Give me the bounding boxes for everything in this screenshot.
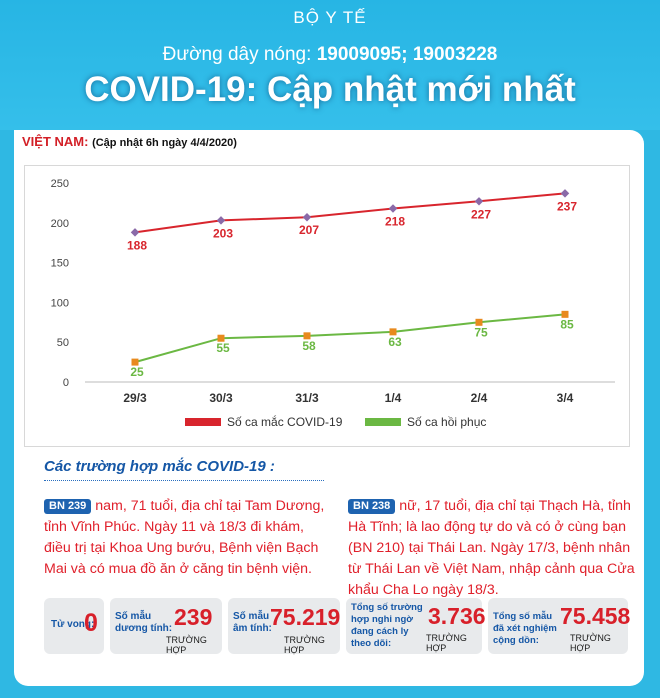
positive-value: 239 <box>174 604 213 630</box>
legend-swatch <box>185 418 221 426</box>
series-line <box>135 193 565 232</box>
data-point <box>217 216 225 224</box>
data-point <box>131 228 139 236</box>
hotline-label: Đường dây nóng: <box>162 44 312 65</box>
cases-heading: Các trường hợp mắc COVID-19 : <box>44 458 275 475</box>
tested-value: 75.458 <box>560 603 631 629</box>
x-tick-label: 3/4 <box>556 391 574 405</box>
negative-unit: TRƯỜNG HỢP <box>284 635 325 655</box>
stat-suspected <box>346 598 486 654</box>
legend-label: Số ca mắc COVID-19 <box>227 415 343 429</box>
org-name: BỘ Y TẾ <box>293 8 367 27</box>
country-label: VIỆT NAM: <box>22 134 89 149</box>
x-tick-label: 2/4 <box>470 391 488 405</box>
cases-divider <box>44 480 324 481</box>
suspected-unit: TRƯỜNG HỢP <box>426 633 467 653</box>
positive-label: Số mẫu dương tính: <box>115 611 173 634</box>
suspected-value: 3.736 <box>428 603 486 629</box>
stat-positive <box>110 598 222 654</box>
data-label: 63 <box>388 334 402 349</box>
deaths-value: 0 <box>84 609 98 637</box>
data-label: 227 <box>470 207 492 222</box>
data-point <box>389 204 397 212</box>
page-title: COVID-19: Cập nhật mới nhất <box>84 70 576 109</box>
y-tick-label: 250 <box>50 178 69 190</box>
region-tag <box>14 130 324 154</box>
case-item <box>44 496 334 580</box>
data-label: 25 <box>130 365 144 380</box>
case-text: nam, 71 tuổi, địa chỉ tại Tam Dương, tỉnh Vĩnh Phúc. Ngày 11 và 18/3 đi khám, điều trị tại Khoa Ung bướu, Bệnh viện Bạch Mai và có mua đồ ăn ở căng tin bệnh viện. <box>44 498 325 577</box>
data-point <box>303 213 311 221</box>
x-tick-label: 30/3 <box>209 391 233 405</box>
y-tick-label: 0 <box>62 377 69 389</box>
hotline-numbers: 19009095; 19003228 <box>316 44 498 65</box>
y-tick-label: 50 <box>56 337 69 350</box>
y-tick-label: 100 <box>50 297 69 310</box>
hotline <box>0 44 660 66</box>
legend-swatch <box>365 418 401 426</box>
data-point <box>475 197 483 205</box>
update-time: (Cập nhật 6h ngày 4/4/2020) <box>92 137 237 149</box>
y-tick-label: 200 <box>50 217 69 230</box>
negative-label: Số mẫu âm tính: <box>233 611 272 634</box>
y-tick-label: 150 <box>50 257 69 270</box>
positive-unit: TRƯỜNG HỢP <box>166 635 207 655</box>
chart-frame <box>24 165 630 447</box>
deaths-label: Tử vong: <box>51 619 95 630</box>
stat-negative <box>228 598 340 654</box>
data-point <box>561 189 569 197</box>
stat-tested <box>488 598 631 654</box>
data-label: 85 <box>560 317 574 332</box>
case-badge: BN 238 <box>348 499 395 514</box>
x-tick-label: 29/3 <box>123 391 147 405</box>
series-line <box>135 314 565 362</box>
x-tick-label: 1/4 <box>384 391 402 405</box>
case-badge: BN 239 <box>44 499 91 514</box>
legend-label: Số ca hồi phục <box>407 415 487 429</box>
case-text: nữ, 17 tuổi, địa chỉ tại Thạch Hà, tỉnh Hà Tĩnh; là lao động tự do và có ở cùng bạn (BN 210) tại Thái Lan. Ngày 17/3, bệnh nhân từ Thái Lan về Việt Nam, nhập cảnh qua Cửa khẩu Cha Lo ngày 18/3. <box>348 498 635 598</box>
data-label: 55 <box>216 341 230 356</box>
stat-deaths <box>44 598 104 654</box>
x-tick-label: 31/3 <box>295 391 319 405</box>
data-label: 203 <box>212 226 234 241</box>
data-label: 207 <box>298 223 320 238</box>
line-chart <box>25 166 629 446</box>
suspected-label: Tổng số trường hợp nghi ngờ đang cách ly theo dõi: <box>351 602 423 649</box>
case-item <box>348 496 638 601</box>
data-label: 58 <box>302 338 316 353</box>
data-label: 75 <box>474 325 488 340</box>
tested-unit: TRƯỜNG HỢP <box>570 633 611 653</box>
data-label: 188 <box>126 238 148 253</box>
tested-label: Tổng số mẫu đã xét nghiệm cộng dồn: <box>493 611 557 646</box>
negative-value: 75.219 <box>270 604 341 630</box>
data-label: 237 <box>556 199 578 214</box>
data-label: 218 <box>384 214 406 229</box>
